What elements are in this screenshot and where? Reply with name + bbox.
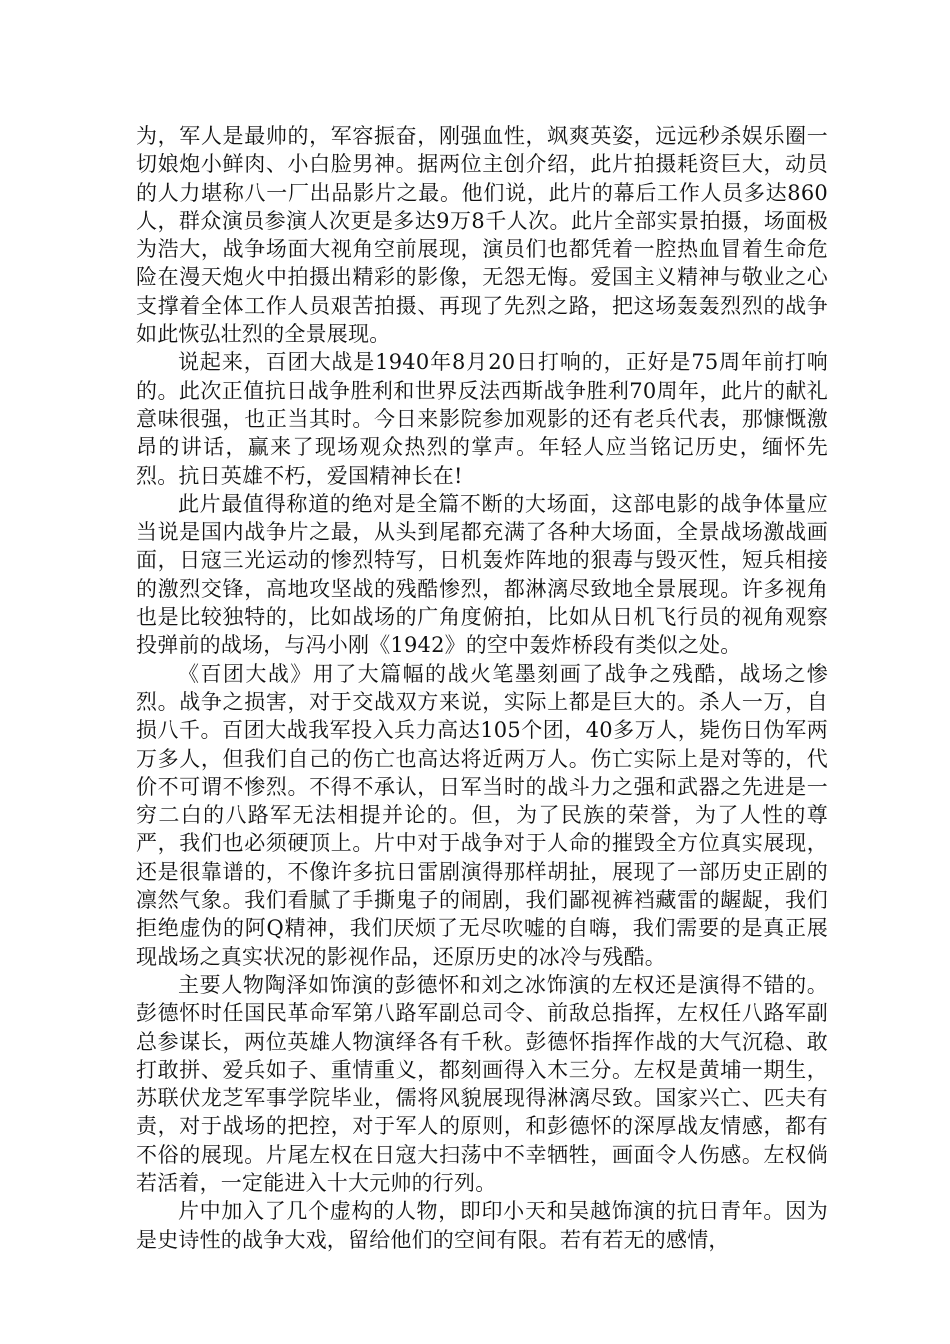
paragraph-1: 为，军人是最帅的，军容振奋，刚强血性，飒爽英姿，远远秒杀娱乐圈一切娘炮小鲜肉、小白脸男神。据两位主创介绍，此片拍摄耗资巨大，动员的人力堪称八一厂出品影片之最。他们说，此片的幕后工作人员多达860人，群众演员参演人次更是多达9万8千人次。此片全部实景拍摄，场面极为浩大，战争场面大视角空前展现，演员们也都凭着一腔热血冒着生命危险在漫天炮火中拍摄出精彩的影像，无怨无悔。爱国主义精神与敬业之心支撑着全体工作人员艰苦拍摄、再现了先烈之路，把这场轰轰烈烈的战争如此恢弘壮烈的全景展现。 xyxy=(136,124,828,347)
paragraph-2: 说起来，百团大战是1940年8月20日打响的，正好是75周年前打响的。此次正值抗日战争胜利和世界反法西斯战争胜利70周年，此片的献礼意味很强，也正当其时。今日来影院参加观影的还有老兵代表，那慷慨激昂的讲话，赢来了现场观众热烈的掌声。年轻人应当铭记历史，缅怀先烈。抗日英雄不朽，爱国精神长在! xyxy=(136,350,828,488)
paragraph-3: 此片最值得称道的绝对是全篇不断的大场面，这部电影的战争体量应当说是国内战争片之最，从头到尾都充满了各种大场面，全景战场激战画面，日寇三光运动的惨烈特写，日机轰炸阵地的狠毒与毁灭性，短兵相接的激烈交锋，高地攻坚战的残酷惨烈，都淋漓尽致地全景展现。许多视角也是比较独特的，比如战场的广角度俯拍，比如从日机飞行员的视角观察投弹前的战场，与冯小刚《1942》的空中轰炸桥段有类似之处。 xyxy=(136,491,828,658)
paragraph-5: 主要人物陶泽如饰演的彭德怀和刘之冰饰演的左权还是演得不错的。彭德怀时任国民革命军第八路军副总司令、前敌总指挥，左权任八路军副总参谋长，两位英雄人物演绎各有千秋。彭德怀指挥作战的大气沉稳、敢打敢拼、爱兵如子、重情重义，都刻画得入木三分。左权是黄埔一期生，苏联伏龙芝军事学院毕业，儒将风貌展现得淋漓尽致。国家兴亡、匹夫有责，对于战场的把控，对于军人的原则，和彭德怀的深厚战友情感，都有不俗的展现。片尾左权在日寇大扫荡中不幸牺牲，画面令人伤感。左权倘若活着，一定能进入十大元帅的行列。 xyxy=(136,972,828,1195)
paragraph-4: 《百团大战》用了大篇幅的战火笔墨刻画了战争之残酷，战场之惨烈。战争之损害，对于交战双方来说，实际上都是巨大的。杀人一万，自损八千。百团大战我军投入兵力高达105个团，40多万人，毙伤日伪军两万多人，但我们自己的伤亡也高达将近两万人。伤亡实际上是对等的，代价不可谓不惨烈。不得不承认，日军当时的战斗力之强和武器之先进是一穷二白的八路军无法相提并论的。但，为了民族的荣誉，为了人性的尊严，我们也必须硬顶上。片中对于战争对于人命的摧毁全方位真实展现，还是很靠谱的，不像许多抗日雷剧演得那样胡扯，展现了一部历史正剧的凛然气象。我们看腻了手撕鬼子的闹剧，我们鄙视裤裆藏雷的龌龊，我们拒绝虚伪的阿Q精神，我们厌烦了无尽吹嘘的自嗨，我们需要的是真正展现战场之真实状况的影视作品，还原历史的冰冷与残酷。 xyxy=(136,661,828,969)
paragraph-6: 片中加入了几个虚构的人物，即印小天和吴越饰演的抗日青年。因为是史诗性的战争大戏，留给他们的空间有限。若有若无的感情， xyxy=(136,1199,828,1252)
article-body xyxy=(136,122,828,1254)
